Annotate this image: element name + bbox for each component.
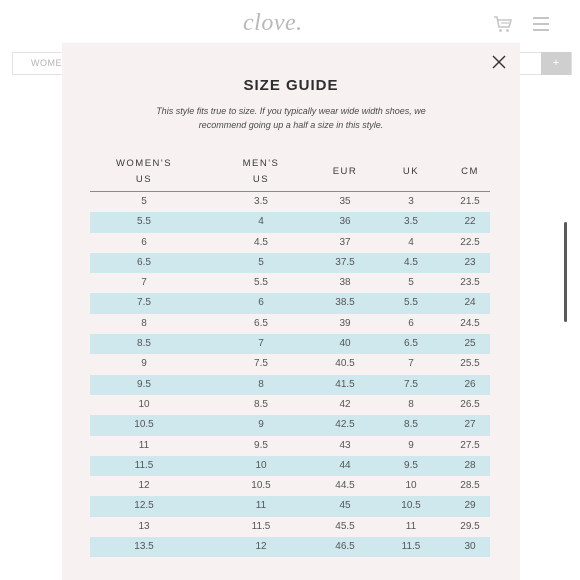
brand-logo[interactable]: clove. (243, 10, 303, 36)
table-cell: 4.5 (404, 256, 418, 268)
table-cell: 23.5 (460, 277, 480, 289)
table-cell: 29.5 (460, 520, 480, 532)
header-line: MEN'S (242, 158, 280, 169)
header-line: CM (461, 166, 479, 177)
table-cell: 11.5 (401, 541, 421, 553)
table-cell: 24 (464, 297, 476, 309)
table-cell: 27 (464, 419, 476, 431)
table-row (90, 415, 490, 435)
header-line: WOMEN'S (115, 158, 173, 169)
table-cell: 11.5 (251, 520, 271, 532)
header-line: UK (402, 166, 420, 177)
table-cell: 28.5 (460, 480, 480, 492)
table-cell: 46.5 (335, 541, 355, 553)
table-cell: 12.5 (134, 500, 154, 512)
table-cell: 11.5 (134, 459, 154, 471)
table-cell: 13.5 (134, 541, 154, 553)
header-line: US (135, 174, 153, 185)
table-cell: 40 (339, 338, 351, 350)
table-cell: 7 (258, 338, 264, 350)
table-row (90, 436, 490, 456)
table-cell: 26 (464, 378, 476, 390)
column-header-cm (430, 164, 510, 180)
background-add-button[interactable]: + (541, 52, 571, 75)
table-cell: 3.5 (404, 216, 418, 228)
table-cell: 10 (255, 459, 267, 471)
size-guide-modal (62, 43, 520, 580)
header-line: US (252, 174, 270, 185)
table-row (90, 375, 490, 395)
table-cell: 29 (464, 500, 476, 512)
table-cell: 8.5 (137, 338, 151, 350)
table-cell: 5 (141, 196, 147, 207)
table-cell: 8.5 (254, 398, 268, 410)
table-row (90, 253, 490, 273)
table-cell: 6.5 (137, 256, 151, 268)
table-cell: 9.5 (254, 439, 268, 451)
table-cell: 7.5 (404, 378, 418, 390)
table-cell: 10.5 (251, 480, 271, 492)
table-cell: 41.5 (335, 378, 355, 390)
table-row (90, 273, 490, 293)
table-cell: 3 (408, 196, 414, 207)
menu-line (533, 17, 549, 19)
table-row (90, 456, 490, 476)
table-cell: 6 (141, 236, 147, 248)
table-cell: 10.5 (134, 419, 154, 431)
table-cell: 27.5 (460, 439, 480, 451)
table-cell: 8 (258, 378, 264, 390)
table-cell: 7.5 (137, 297, 151, 309)
table-cell: 5.5 (254, 277, 268, 289)
table-cell: 7.5 (254, 358, 268, 370)
table-row (90, 537, 490, 557)
table-cell: 7 (141, 277, 147, 289)
table-row (90, 212, 490, 232)
table-cell: 25.5 (460, 358, 480, 370)
table-cell: 5.5 (137, 216, 151, 228)
table-cell: 5 (258, 256, 264, 268)
table-cell: 3.5 (254, 196, 268, 207)
table-row (90, 314, 490, 334)
menu-line (533, 23, 549, 25)
hamburger-menu-icon[interactable] (533, 17, 549, 31)
table-cell: 4.5 (254, 236, 268, 248)
table-cell: 42 (339, 398, 351, 410)
table-row (90, 334, 490, 354)
table-cell: 43 (339, 439, 351, 451)
table-header (90, 156, 490, 192)
table-cell: 6.5 (404, 338, 418, 350)
table-row (90, 354, 490, 374)
table-cell: 8 (408, 398, 414, 410)
table-cell: 36 (339, 216, 351, 228)
size-table (90, 156, 490, 557)
background-filter-label[interactable]: WOME (31, 58, 62, 68)
column-header-womens-us (90, 156, 198, 188)
table-body (90, 192, 490, 557)
table-cell: 7 (408, 358, 414, 370)
table-cell: 11 (255, 500, 267, 512)
column-header-mens-us (218, 156, 304, 188)
scrollbar[interactable] (564, 222, 567, 322)
modal-title: SIZE GUIDE (243, 77, 339, 94)
table-row (90, 293, 490, 313)
menu-line (533, 29, 549, 31)
table-cell: 9 (258, 419, 264, 431)
table-cell: 11 (138, 439, 150, 451)
table-cell: 8.5 (404, 419, 418, 431)
table-cell: 4 (258, 216, 264, 228)
table-row (90, 192, 490, 212)
table-cell: 21.5 (460, 196, 480, 207)
fit-note: This style fits true to size. If you typically wear wide width shoes, we recommend going up a half a size in this style. (156, 106, 426, 130)
table-cell: 9.5 (137, 378, 151, 390)
table-cell: 39 (339, 317, 351, 329)
table-cell: 8 (141, 317, 147, 329)
table-cell: 10 (138, 398, 150, 410)
table-cell: 23 (464, 256, 476, 268)
table-cell: 28 (464, 459, 476, 471)
table-cell: 12 (255, 541, 267, 553)
table-row (90, 395, 490, 415)
header-line: EUR (332, 166, 358, 177)
table-cell: 9 (408, 439, 414, 451)
table-cell: 10 (405, 480, 417, 492)
table-cell: 25 (464, 338, 476, 350)
cart-icon[interactable] (493, 14, 513, 34)
table-cell: 6 (258, 297, 264, 309)
table-row (90, 476, 490, 496)
table-cell: 30 (464, 541, 476, 553)
table-cell: 12 (138, 480, 150, 492)
table-cell: 10.5 (401, 500, 421, 512)
table-cell: 24.5 (460, 317, 480, 329)
table-cell: 5.5 (404, 297, 418, 309)
table-cell: 37.5 (335, 256, 355, 268)
table-cell: 13 (138, 520, 150, 532)
close-icon[interactable] (492, 55, 506, 69)
table-cell: 44 (339, 459, 351, 471)
table-cell: 4 (408, 236, 414, 248)
table-cell: 45 (339, 500, 351, 512)
table-cell: 6 (408, 317, 414, 329)
table-cell: 9.5 (404, 459, 418, 471)
table-cell: 38 (339, 277, 351, 289)
table-cell: 45.5 (335, 520, 355, 532)
table-cell: 22.5 (460, 236, 480, 248)
table-cell: 37 (339, 236, 351, 248)
table-cell: 40.5 (335, 358, 355, 370)
table-row (90, 233, 490, 253)
table-cell: 35 (339, 196, 351, 207)
table-cell: 26.5 (460, 398, 480, 410)
table-cell: 5 (408, 277, 414, 289)
table-cell: 42.5 (335, 419, 355, 431)
table-cell: 11 (405, 520, 417, 532)
table-cell: 6.5 (254, 317, 268, 329)
table-row (90, 517, 490, 537)
table-cell: 44.5 (335, 480, 355, 492)
table-cell: 22 (464, 216, 476, 228)
table-cell: 9 (141, 358, 147, 370)
table-row (90, 496, 490, 516)
table-cell: 38.5 (335, 297, 355, 309)
